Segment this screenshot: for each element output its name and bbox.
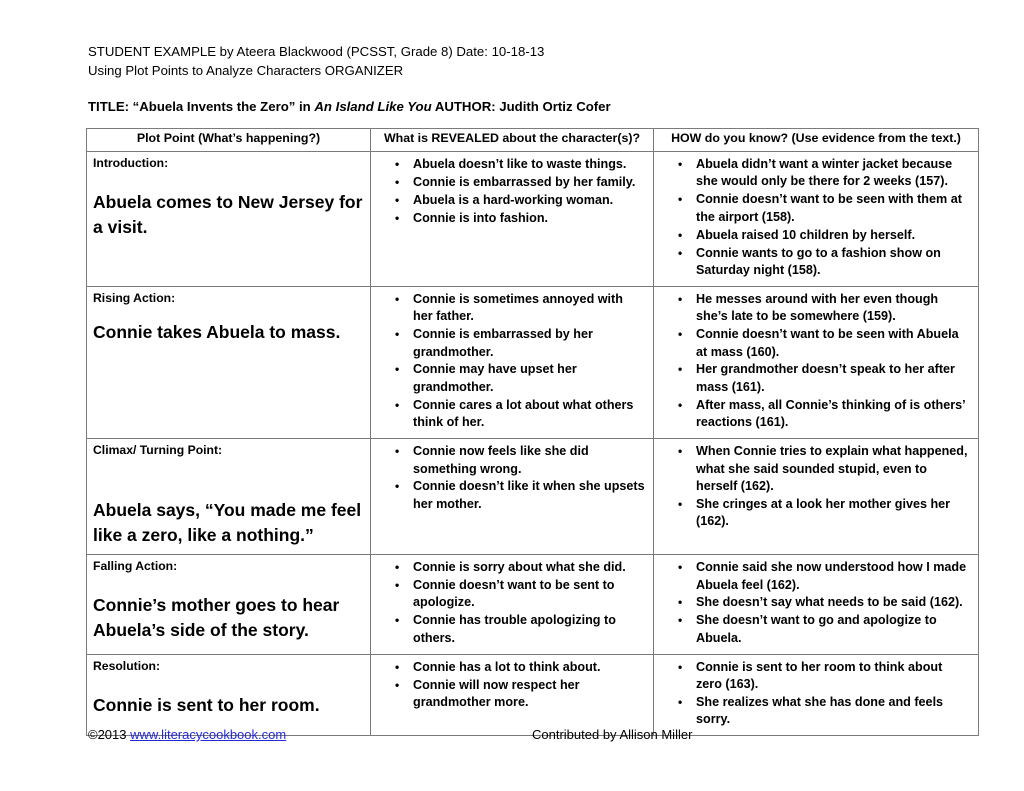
- list-item: • Connie has a lot to think about.: [413, 659, 645, 676]
- revealed-cell: [371, 152, 654, 287]
- stage-text: Connie is sent to her room.: [93, 694, 320, 715]
- revealed-list: [377, 291, 647, 432]
- list-item: • Connie doesn’t want to be seen with them at the airport (158).: [696, 191, 970, 226]
- list-item: • She cringes at a look her mother gives her (162).: [696, 496, 970, 531]
- plot-point-cell: [87, 654, 371, 736]
- evidence-list: [660, 156, 972, 279]
- evidence-list: [660, 559, 972, 647]
- plot-point-cell: [87, 439, 371, 555]
- plot-point-cell: [87, 152, 371, 287]
- revealed-list: [377, 659, 647, 712]
- revealed-cell: [371, 555, 654, 655]
- plot-point-cell: [87, 286, 371, 438]
- title-author-line: [88, 98, 611, 116]
- list-item: • Connie is sometimes annoyed with her father.: [413, 291, 645, 326]
- list-item: • Connie is into fashion.: [413, 210, 645, 227]
- stage-label: Introduction:: [93, 156, 169, 170]
- revealed-cell: [371, 654, 654, 736]
- table-row: [87, 555, 979, 655]
- plot-point-cell: [87, 555, 371, 655]
- list-item: • She doesn’t want to go and apologize to Abuela.: [696, 612, 970, 647]
- stage-text: Connie takes Abuela to mass.: [93, 321, 341, 342]
- evidence-list: [660, 443, 972, 531]
- author-suffix: AUTHOR: Judith Ortiz Cofer: [431, 99, 611, 114]
- list-item: • Connie has trouble apologizing to others.: [413, 612, 645, 647]
- revealed-cell: [371, 286, 654, 438]
- list-item: • Connie wants to go to a fashion show on Saturday night (158).: [696, 245, 970, 280]
- stage-text: Connie’s mother goes to hear Abuela’s side of the story.: [93, 595, 340, 641]
- evidence-cell: [654, 152, 979, 287]
- list-item: • Abuela is a hard-working woman.: [413, 192, 645, 209]
- column-header-plot-point: Plot Point (What’s happening?): [87, 129, 371, 152]
- revealed-list: [377, 156, 647, 227]
- column-header-revealed: What is REVEALED about the character(s)?: [371, 129, 654, 152]
- list-item: • Connie is embarrassed by her family.: [413, 174, 645, 191]
- organizer-subtitle-line: Using Plot Points to Analyze Characters ORGANIZER: [88, 63, 404, 78]
- list-item: • Connie is embarrassed by her grandmother.: [413, 326, 645, 361]
- copyright-line: [88, 726, 286, 744]
- evidence-list: [660, 659, 972, 729]
- book-title-italic: An Island Like You: [314, 99, 432, 114]
- stage-text: Abuela comes to New Jersey for a visit.: [93, 192, 363, 237]
- list-item: • Connie said she now understood how I made Abuela feel (162).: [696, 559, 970, 594]
- title-prefix: TITLE: “Abuela Invents the Zero” in: [88, 99, 315, 114]
- list-item: • Connie now feels like she did something wrong.: [413, 443, 645, 478]
- column-header-how-do-you-know: HOW do you know? (Use evidence from the text.): [654, 129, 979, 152]
- stage-label: Falling Action:: [93, 559, 178, 574]
- list-item: • Abuela raised 10 children by herself.: [696, 227, 970, 244]
- table-header-row: [87, 129, 979, 152]
- list-item: • She realizes what she has done and feels sorry.: [696, 694, 970, 729]
- list-item: • Connie is sorry about what she did.: [413, 559, 645, 576]
- list-item: • Abuela didn’t want a winter jacket because she would only be there for 2 weeks (157).: [696, 156, 970, 191]
- stage-text: Abuela says, “You made me feel like a zero, like a nothing.”: [93, 500, 362, 546]
- table-row: [87, 654, 979, 736]
- stage-label: Climax/ Turning Point:: [93, 443, 223, 458]
- list-item: • Connie cares a lot about what others think of her.: [413, 397, 645, 432]
- list-item: • Connie doesn’t like it when she upsets her mother.: [413, 478, 645, 513]
- document-header: [88, 42, 978, 80]
- stage-label: Rising Action:: [93, 290, 176, 305]
- literacycookbook-link[interactable]: www.literacycookbook.com: [130, 727, 287, 742]
- list-item: • Connie will now respect her grandmother more.: [413, 677, 645, 712]
- evidence-cell: [654, 654, 979, 736]
- stage-label: Resolution:: [93, 658, 161, 673]
- plot-points-table: [86, 128, 979, 736]
- list-item: • He messes around with her even though she’s late to be somewhere (159).: [696, 291, 970, 326]
- evidence-list: [660, 291, 972, 432]
- table-row: [87, 152, 979, 287]
- contributed-by-text: Contributed by Allison Miller: [532, 727, 693, 742]
- list-item: • When Connie tries to explain what happened, what she said sounded stupid, even to herself (162).: [696, 443, 970, 495]
- list-item: • Her grandmother doesn’t speak to her after mass (161).: [696, 361, 970, 396]
- revealed-cell: [371, 439, 654, 555]
- table-row: [87, 286, 979, 438]
- student-example-line: STUDENT EXAMPLE by Ateera Blackwood (PCSST, Grade 8) Date: 10-18-13: [88, 44, 545, 59]
- list-item: • Abuela doesn’t like to waste things.: [413, 156, 645, 173]
- list-item: • Connie is sent to her room to think about zero (163).: [696, 659, 970, 694]
- table-row: [87, 439, 979, 555]
- evidence-cell: [654, 439, 979, 555]
- list-item: • Connie may have upset her grandmother.: [413, 361, 645, 396]
- evidence-cell: [654, 555, 979, 655]
- list-item: • After mass, all Connie’s thinking of is others’ reactions (161).: [696, 397, 970, 432]
- copyright-text: ©2013: [88, 727, 131, 742]
- evidence-cell: [654, 286, 979, 438]
- revealed-list: [377, 443, 647, 513]
- revealed-list: [377, 559, 647, 647]
- list-item: • Connie doesn’t want to be sent to apologize.: [413, 577, 645, 612]
- list-item: • Connie doesn’t want to be seen with Abuela at mass (160).: [696, 326, 970, 361]
- list-item: • She doesn’t say what needs to be said (162).: [696, 594, 970, 611]
